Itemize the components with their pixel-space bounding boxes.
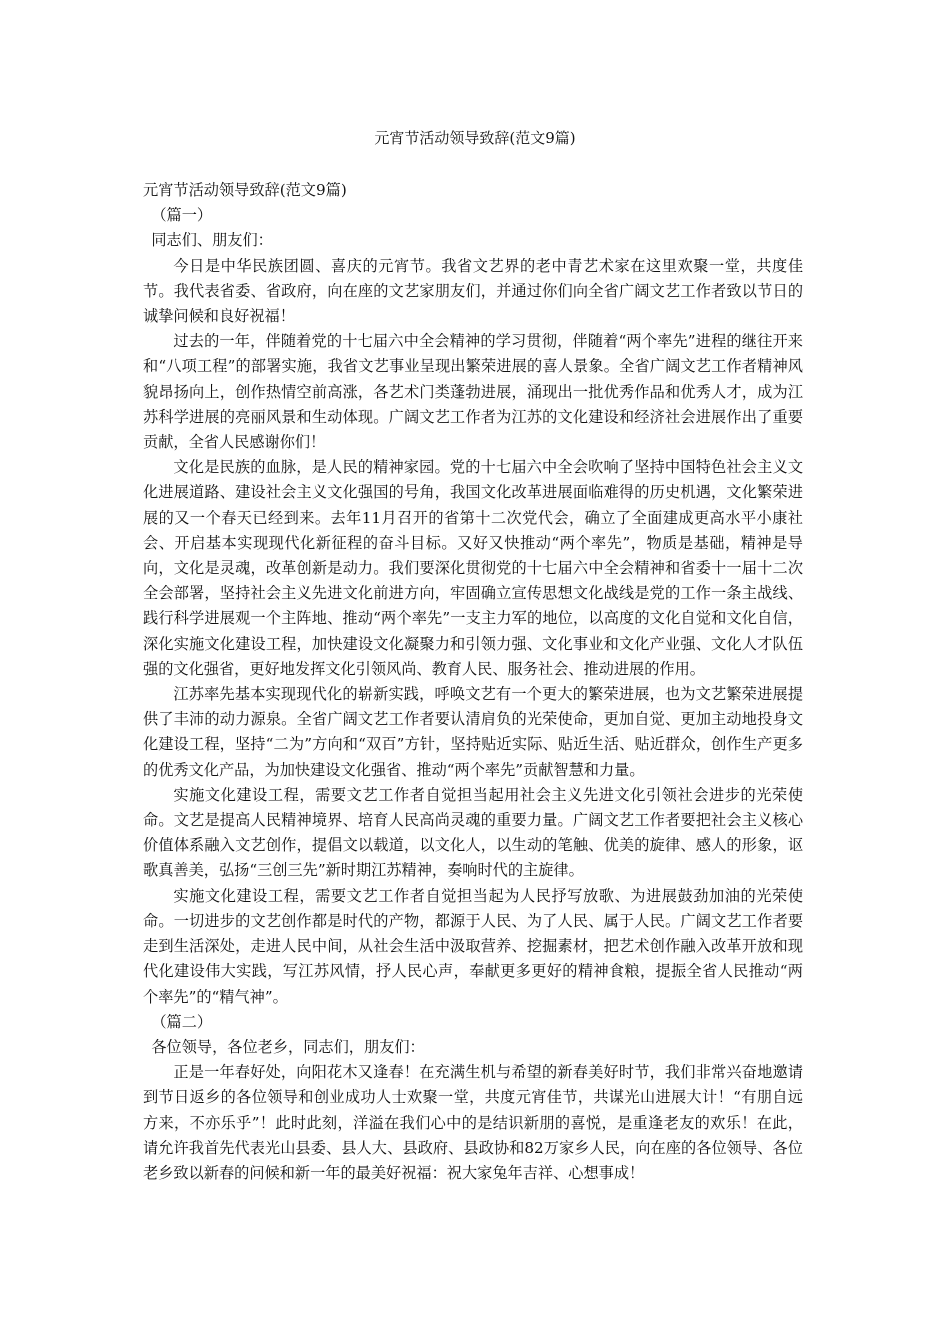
body-paragraph: 过去的一年，伴随着党的十七届六中全会精神的学习贯彻，伴随着“两个率先”进程的继往开来和“八项工程”的部署实施，我省文艺事业呈现出繁荣进展的喜人景象。全省广阔文艺工作者精神风貌昂扬向上，创作热情空前高涨，各艺术门类蓬勃进展，涌现出一批优秀作品和优秀人才，成为江苏科学进展的亮丽风景和生动体现。广阔文艺工作者为江苏的文化建设和经济社会进展作出了重要贡献，全省人民感谢你们！ xyxy=(143,332,803,452)
body-paragraph: 正是一年春好处，向阳花木又逢春！在充满生机与希望的新春美好时节，我们非常兴奋地邀请到节日返乡的各位领导和创业成功人士欢聚一堂，共度元宵佳节，共谋光山进展大计！“有朋自远方来，不亦乐乎”！此时此刻，洋溢在我们心中的是结识新朋的喜悦，是重逢老友的欢乐！在此，请允许我首先代表光山县委、县人大、县政府、县政协和82万家乡人民，向在座的各位领导、各位老乡致以新春的问候和新一年的最美好祝福：祝大家兔年吉祥、心想事成！ xyxy=(143,1063,803,1182)
document-title: 元宵节活动领导致辞(范文9篇) xyxy=(374,129,576,147)
document-subtitle: 元宵节活动领导致辞(范文9篇) xyxy=(143,181,347,199)
body-paragraph: 文化是民族的血脉，是人民的精神家园。党的十七届六中全会吹响了坚持中国特色社会主义文化进展道路、建设社会主义文化强国的号角，我国文化改革进展面临难得的历史机遇，文化繁荣进展的又一个春天已经到来。去年11月召开的省第十二次党代会，确立了全面建成更高水平小康社会、开启基本实现现代化新征程的奋斗目标。又好又快推动“两个率先”，物质是基础，精神是导向，文化是灵魂，改革创新是动力。我们要深化贯彻党的十七届六中全会精神和省委十一届十二次全会部署，坚持社会主义先进文化前进方向，牢固确立宣传思想文化战线是党的工作一条主战线、践行科学进展观一个主阵地、推动“两个率先”一支主力军的地位，以高度的文化自觉和文化自信，深化实施文化建设工程，加快建设文化凝聚力和引领力强、文化事业和文化产业强、文化人才队伍强的文化强省，更好地发挥文化引领风尚、教育人民、服务社会、推动进展的作用。 xyxy=(143,458,803,678)
body-paragraph: 江苏率先基本实现现代化的崭新实践，呼唤文艺有一个更大的繁荣进展，也为文艺繁荣进展提供了丰沛的动力源泉。全省广阔文艺工作者要认清肩负的光荣使命，更加自觉、更加主动地投身文化建设工程，坚持“二为”方向和“双百”方针，坚持贴近实际、贴近生活、贴近群众，创作生产更多的优秀文化产品，为加快建设文化强省、推动“两个率先”贡献智慧和力量。 xyxy=(143,685,803,779)
salutation: 各位领导，各位老乡，同志们，朋友们： xyxy=(151,1037,425,1056)
section-heading: （篇二） xyxy=(151,1012,213,1031)
body-paragraph: 今日是中华民族团圆、喜庆的元宵节。我省文艺界的老中青艺术家在这里欢聚一堂，共度佳节。我代表省委、省政府，向在座的文艺家朋友们，并通过你们向全省广阔文艺工作者致以节日的诚挚问候和良好祝福！ xyxy=(143,256,803,326)
document-body xyxy=(143,178,803,1186)
salutation: 同志们、朋友们： xyxy=(151,231,273,250)
body-paragraph: 实施文化建设工程，需要文艺工作者自觉担当起为人民抒写放歌、为进展鼓劲加油的光荣使命。一切进步的文艺创作都是时代的产物，都源于人民、为了人民、属于人民。广阔文艺工作者要走到生活深处，走进人民中间，从社会生活中汲取营养、挖掘素材，把艺术创作融入改革开放和现代化建设伟大实践，写江苏风情，抒人民心声，奉献更多更好的精神食粮，提振全省人民推动“两个率先”的“精气神”。 xyxy=(143,886,803,1006)
section-heading: （篇一） xyxy=(151,206,213,225)
body-paragraph: 实施文化建设工程，需要文艺工作者自觉担当起用社会主义先进文化引领社会进步的光荣使命。文艺是提高人民精神境界、培育人民高尚灵魂的重要力量。广阔文艺工作者要把社会主义核心价值体系融入文艺创作，提倡文以载道，以文化人，以生动的笔触、优美的旋律、感人的形象，讴歌真善美，弘扬“三创三先”新时期江苏精神，奏响时代的主旋律。 xyxy=(143,785,803,880)
